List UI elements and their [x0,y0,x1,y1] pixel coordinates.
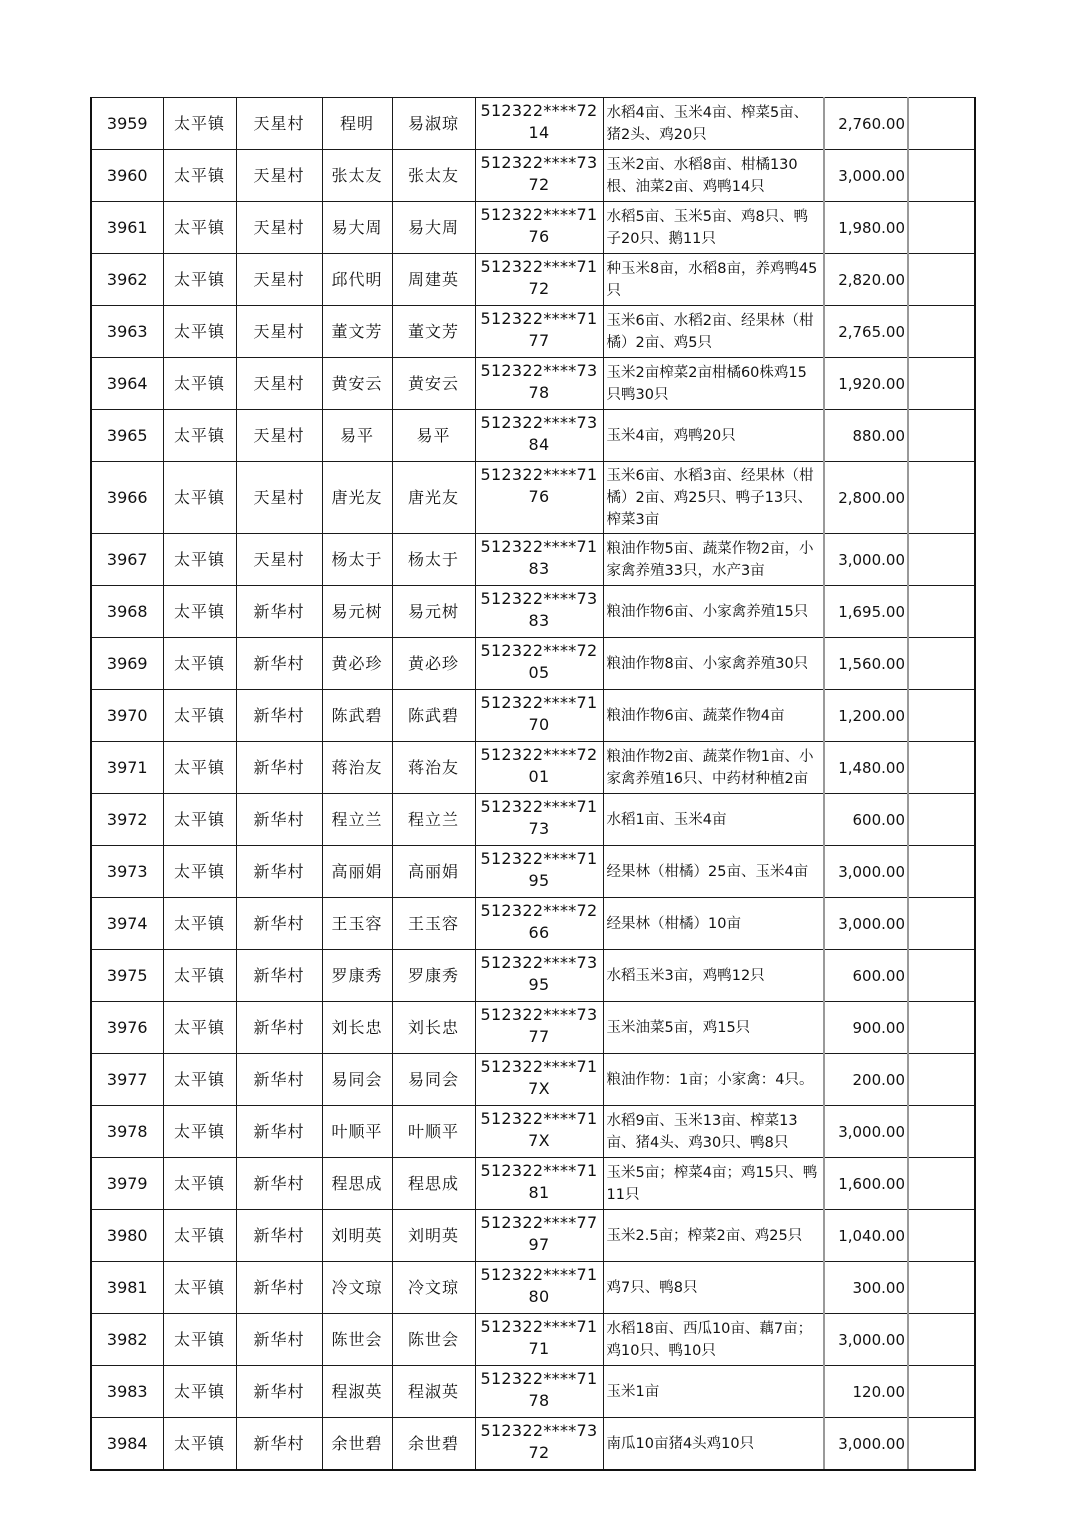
village-cell: 新华村 [236,586,322,638]
payee-name-cell: 叶顺平 [392,1106,475,1158]
row-number: 3964 [91,358,163,410]
subsidy-amount-cell: 600.00 [824,794,908,846]
subsidy-amount-cell: 3,000.00 [824,1314,908,1366]
table-row [91,1002,975,1054]
payee-name-cell: 刘长忠 [392,1002,475,1054]
production-description-cell: 经果林（柑橘）25亩、玉米4亩 [603,846,824,898]
village-cell: 新华村 [236,1210,322,1262]
payee-name-cell: 易同会 [392,1054,475,1106]
town-cell: 太平镇 [163,586,236,638]
town-cell: 太平镇 [163,898,236,950]
household-name-cell: 易大周 [322,202,392,254]
subsidy-amount-cell: 1,480.00 [824,742,908,794]
town-cell: 太平镇 [163,742,236,794]
payee-name-cell: 程立兰 [392,794,475,846]
town-cell: 太平镇 [163,534,236,586]
payee-name-cell: 程思成 [392,1158,475,1210]
production-description-cell: 水稻1亩、玉米4亩 [603,794,824,846]
village-cell: 天星村 [236,98,322,150]
production-description-cell: 玉米2亩、水稻8亩、柑橘130根、油菜2亩、鸡鸭14只 [603,150,824,202]
household-name-cell: 易平 [322,410,392,462]
subsidy-amount-cell: 2,760.00 [824,98,908,150]
subsidy-amount-cell: 2,820.00 [824,254,908,306]
row-number: 3982 [91,1314,163,1366]
village-cell: 新华村 [236,1262,322,1314]
production-description-cell: 水稻18亩、西瓜10亩、藕7亩；鸡10只、鸭10只 [603,1314,824,1366]
payee-name-cell: 蒋治友 [392,742,475,794]
table-row [91,846,975,898]
household-name-cell: 高丽娟 [322,846,392,898]
subsidy-table [90,97,976,1471]
town-cell: 太平镇 [163,690,236,742]
table-row [91,898,975,950]
village-cell: 天星村 [236,534,322,586]
production-description-cell: 水稻5亩、玉米5亩、鸡8只、鸭子20只、鹅11只 [603,202,824,254]
subsidy-amount-cell: 3,000.00 [824,898,908,950]
empty-remarks-cell [908,1002,975,1054]
row-number: 3969 [91,638,163,690]
household-name-cell: 杨太于 [322,534,392,586]
subsidy-amount-cell: 3,000.00 [824,846,908,898]
empty-remarks-cell [908,690,975,742]
village-cell: 新华村 [236,1366,322,1418]
subsidy-amount-cell: 1,980.00 [824,202,908,254]
production-description-cell: 玉米1亩 [603,1366,824,1418]
payee-name-cell: 冷文琼 [392,1262,475,1314]
payee-name-cell: 周建英 [392,254,475,306]
row-number: 3981 [91,1262,163,1314]
row-number: 3971 [91,742,163,794]
row-number: 3983 [91,1366,163,1418]
village-cell: 新华村 [236,1106,322,1158]
table-row [91,638,975,690]
subsidy-amount-cell: 1,040.00 [824,1210,908,1262]
row-number: 3974 [91,898,163,950]
empty-remarks-cell [908,1418,975,1471]
village-cell: 新华村 [236,950,322,1002]
id-number-cell: 512322****7173 [475,794,603,846]
payee-name-cell: 刘明英 [392,1210,475,1262]
subsidy-amount-cell: 3,000.00 [824,1106,908,1158]
town-cell: 太平镇 [163,150,236,202]
empty-remarks-cell [908,1366,975,1418]
household-name-cell: 唐光友 [322,462,392,534]
empty-remarks-cell [908,1210,975,1262]
household-name-cell: 程立兰 [322,794,392,846]
production-description-cell: 粮油作物8亩、小家禽养殖30只 [603,638,824,690]
household-name-cell: 罗康秀 [322,950,392,1002]
payee-name-cell: 程淑英 [392,1366,475,1418]
empty-remarks-cell [908,150,975,202]
table-row [91,1262,975,1314]
empty-remarks-cell [908,742,975,794]
household-name-cell: 董文芳 [322,306,392,358]
table-row [91,462,975,534]
table-row [91,1366,975,1418]
household-name-cell: 叶顺平 [322,1106,392,1158]
id-number-cell: 512322****7266 [475,898,603,950]
row-number: 3980 [91,1210,163,1262]
row-number: 3970 [91,690,163,742]
production-description-cell: 南瓜10亩猪4头鸡10只 [603,1418,824,1471]
row-number: 3967 [91,534,163,586]
id-number-cell: 512322****7170 [475,690,603,742]
row-number: 3966 [91,462,163,534]
village-cell: 新华村 [236,794,322,846]
subsidy-amount-cell: 3,000.00 [824,150,908,202]
empty-remarks-cell [908,1106,975,1158]
subsidy-amount-cell: 900.00 [824,1002,908,1054]
table-row [91,1158,975,1210]
table-row [91,306,975,358]
household-name-cell: 余世碧 [322,1418,392,1471]
town-cell: 太平镇 [163,254,236,306]
row-number: 3968 [91,586,163,638]
town-cell: 太平镇 [163,638,236,690]
table-row [91,410,975,462]
id-number-cell: 512322****7201 [475,742,603,794]
subsidy-amount-cell: 3,000.00 [824,534,908,586]
town-cell: 太平镇 [163,410,236,462]
town-cell: 太平镇 [163,306,236,358]
subsidy-amount-cell: 2,765.00 [824,306,908,358]
town-cell: 太平镇 [163,1210,236,1262]
empty-remarks-cell [908,534,975,586]
town-cell: 太平镇 [163,846,236,898]
household-name-cell: 易同会 [322,1054,392,1106]
table-row [91,98,975,150]
village-cell: 新华村 [236,690,322,742]
payee-name-cell: 罗康秀 [392,950,475,1002]
row-number: 3963 [91,306,163,358]
payee-name-cell: 余世碧 [392,1418,475,1471]
table-row [91,150,975,202]
table-row [91,202,975,254]
town-cell: 太平镇 [163,1418,236,1471]
town-cell: 太平镇 [163,358,236,410]
town-cell: 太平镇 [163,202,236,254]
empty-remarks-cell [908,1054,975,1106]
production-description-cell: 种玉米8亩，水稻8亩，养鸡鸭45只 [603,254,824,306]
table-row [91,1314,975,1366]
town-cell: 太平镇 [163,462,236,534]
village-cell: 新华村 [236,1314,322,1366]
town-cell: 太平镇 [163,1366,236,1418]
id-number-cell: 512322****7205 [475,638,603,690]
production-description-cell: 粮油作物2亩、蔬菜作物1亩、小家禽养殖16只、中药材种植2亩 [603,742,824,794]
production-description-cell: 水稻玉米3亩，鸡鸭12只 [603,950,824,1002]
id-number-cell: 512322****7180 [475,1262,603,1314]
empty-remarks-cell [908,462,975,534]
id-number-cell: 512322****7377 [475,1002,603,1054]
id-number-cell: 512322****7195 [475,846,603,898]
empty-remarks-cell [908,98,975,150]
household-name-cell: 易元树 [322,586,392,638]
row-number: 3972 [91,794,163,846]
town-cell: 太平镇 [163,1314,236,1366]
id-number-cell: 512322****7378 [475,358,603,410]
row-number: 3979 [91,1158,163,1210]
payee-name-cell: 高丽娟 [392,846,475,898]
id-number-cell: 512322****7797 [475,1210,603,1262]
id-number-cell: 512322****7176 [475,202,603,254]
table-row [91,950,975,1002]
id-number-cell: 512322****717X [475,1106,603,1158]
household-name-cell: 程思成 [322,1158,392,1210]
id-number-cell: 512322****7383 [475,586,603,638]
town-cell: 太平镇 [163,1054,236,1106]
id-number-cell: 512322****7183 [475,534,603,586]
household-name-cell: 黄必珍 [322,638,392,690]
payee-name-cell: 黄必珍 [392,638,475,690]
household-name-cell: 黄安云 [322,358,392,410]
household-name-cell: 刘明英 [322,1210,392,1262]
production-description-cell: 玉米油菜5亩，鸡15只 [603,1002,824,1054]
subsidy-amount-cell: 1,920.00 [824,358,908,410]
empty-remarks-cell [908,794,975,846]
town-cell: 太平镇 [163,1158,236,1210]
row-number: 3959 [91,98,163,150]
table-row [91,1210,975,1262]
production-description-cell: 玉米2.5亩；榨菜2亩、鸡25只 [603,1210,824,1262]
empty-remarks-cell [908,202,975,254]
row-number: 3960 [91,150,163,202]
production-description-cell: 玉米6亩、水稻3亩、经果林（柑橘）2亩、鸡25只、鸭子13只、榨菜3亩 [603,462,824,534]
village-cell: 新华村 [236,1054,322,1106]
payee-name-cell: 唐光友 [392,462,475,534]
table-row [91,690,975,742]
subsidy-amount-cell: 1,695.00 [824,586,908,638]
subsidy-amount-cell: 120.00 [824,1366,908,1418]
production-description-cell: 玉米5亩；榨菜4亩；鸡15只、鸭11只 [603,1158,824,1210]
empty-remarks-cell [908,898,975,950]
row-number: 3962 [91,254,163,306]
id-number-cell: 512322****7384 [475,410,603,462]
household-name-cell: 邱代明 [322,254,392,306]
payee-name-cell: 陈武碧 [392,690,475,742]
table-row [91,1106,975,1158]
village-cell: 新华村 [236,1002,322,1054]
id-number-cell: 512322****7171 [475,1314,603,1366]
village-cell: 新华村 [236,846,322,898]
empty-remarks-cell [908,358,975,410]
empty-remarks-cell [908,1314,975,1366]
table-row [91,586,975,638]
id-number-cell: 512322****7395 [475,950,603,1002]
production-description-cell: 粮油作物：1亩；小家禽：4只。 [603,1054,824,1106]
id-number-cell: 512322****7372 [475,150,603,202]
row-number: 3975 [91,950,163,1002]
empty-remarks-cell [908,950,975,1002]
village-cell: 新华村 [236,742,322,794]
production-description-cell: 玉米4亩，鸡鸭20只 [603,410,824,462]
table-row [91,794,975,846]
payee-name-cell: 易平 [392,410,475,462]
empty-remarks-cell [908,1158,975,1210]
subsidy-amount-cell: 1,200.00 [824,690,908,742]
village-cell: 新华村 [236,638,322,690]
id-number-cell: 512322****7214 [475,98,603,150]
town-cell: 太平镇 [163,1106,236,1158]
payee-name-cell: 易大周 [392,202,475,254]
row-number: 3961 [91,202,163,254]
table-row [91,534,975,586]
village-cell: 天星村 [236,254,322,306]
production-description-cell: 玉米6亩、水稻2亩、经果林（柑橘）2亩、鸡5只 [603,306,824,358]
table-row [91,742,975,794]
payee-name-cell: 杨太于 [392,534,475,586]
payee-name-cell: 易淑琼 [392,98,475,150]
production-description-cell: 经果林（柑橘）10亩 [603,898,824,950]
village-cell: 天星村 [236,410,322,462]
production-description-cell: 鸡7只、鸭8只 [603,1262,824,1314]
household-name-cell: 程明 [322,98,392,150]
subsidy-amount-cell: 1,600.00 [824,1158,908,1210]
empty-remarks-cell [908,638,975,690]
town-cell: 太平镇 [163,950,236,1002]
household-name-cell: 蒋治友 [322,742,392,794]
subsidy-amount-cell: 300.00 [824,1262,908,1314]
empty-remarks-cell [908,586,975,638]
village-cell: 天星村 [236,150,322,202]
village-cell: 新华村 [236,1158,322,1210]
row-number: 3976 [91,1002,163,1054]
row-number: 3973 [91,846,163,898]
household-name-cell: 张太友 [322,150,392,202]
id-number-cell: 512322****7372 [475,1418,603,1471]
village-cell: 天星村 [236,462,322,534]
village-cell: 新华村 [236,898,322,950]
subsidy-amount-cell: 1,560.00 [824,638,908,690]
production-description-cell: 粮油作物6亩、蔬菜作物4亩 [603,690,824,742]
table-row [91,1418,975,1471]
subsidy-amount-cell: 3,000.00 [824,1418,908,1471]
empty-remarks-cell [908,410,975,462]
table-row [91,254,975,306]
town-cell: 太平镇 [163,1002,236,1054]
village-cell: 天星村 [236,306,322,358]
town-cell: 太平镇 [163,794,236,846]
subsidy-amount-cell: 2,800.00 [824,462,908,534]
id-number-cell: 512322****717X [475,1054,603,1106]
id-number-cell: 512322****7181 [475,1158,603,1210]
subsidy-amount-cell: 200.00 [824,1054,908,1106]
household-name-cell: 冷文琼 [322,1262,392,1314]
payee-name-cell: 王玉容 [392,898,475,950]
production-description-cell: 粮油作物5亩、蔬菜作物2亩，小家禽养殖33只，水产3亩 [603,534,824,586]
town-cell: 太平镇 [163,98,236,150]
row-number: 3965 [91,410,163,462]
row-number: 3977 [91,1054,163,1106]
empty-remarks-cell [908,846,975,898]
payee-name-cell: 易元树 [392,586,475,638]
payee-name-cell: 陈世会 [392,1314,475,1366]
payee-name-cell: 黄安云 [392,358,475,410]
household-name-cell: 陈世会 [322,1314,392,1366]
empty-remarks-cell [908,1262,975,1314]
household-name-cell: 陈武碧 [322,690,392,742]
village-cell: 天星村 [236,202,322,254]
household-name-cell: 王玉容 [322,898,392,950]
table-row [91,358,975,410]
production-description-cell: 水稻4亩、玉米4亩、榨菜5亩、猪2头、鸡20只 [603,98,824,150]
id-number-cell: 512322****7178 [475,1366,603,1418]
village-cell: 新华村 [236,1418,322,1471]
village-cell: 天星村 [236,358,322,410]
id-number-cell: 512322****7172 [475,254,603,306]
production-description-cell: 水稻9亩、玉米13亩、榨菜13亩、猪4头、鸡30只、鸭8只 [603,1106,824,1158]
row-number: 3978 [91,1106,163,1158]
empty-remarks-cell [908,306,975,358]
row-number: 3984 [91,1418,163,1471]
id-number-cell: 512322****7177 [475,306,603,358]
id-number-cell: 512322****7176 [475,462,603,534]
empty-remarks-cell [908,254,975,306]
household-name-cell: 程淑英 [322,1366,392,1418]
payee-name-cell: 董文芳 [392,306,475,358]
town-cell: 太平镇 [163,1262,236,1314]
subsidy-amount-cell: 880.00 [824,410,908,462]
subsidy-amount-cell: 600.00 [824,950,908,1002]
payee-name-cell: 张太友 [392,150,475,202]
household-name-cell: 刘长忠 [322,1002,392,1054]
production-description-cell: 玉米2亩榨菜2亩柑橘60株鸡15只鸭30只 [603,358,824,410]
table-row [91,1054,975,1106]
production-description-cell: 粮油作物6亩、小家禽养殖15只 [603,586,824,638]
table-body [91,98,975,1471]
